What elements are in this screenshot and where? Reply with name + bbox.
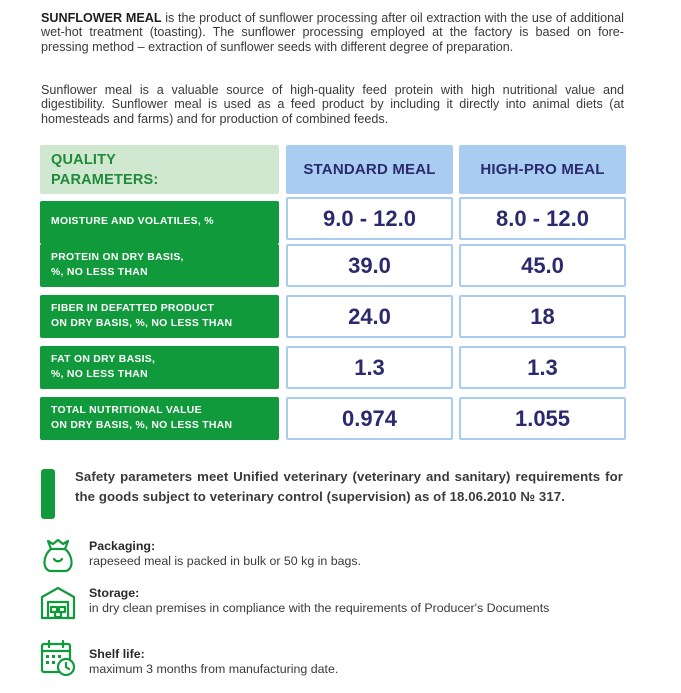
param-nutritional-value: TOTAL NUTRITIONAL VALUE ON DRY BASIS, %, NO LESS THAN xyxy=(40,397,279,440)
calendar-clock-icon xyxy=(38,638,78,678)
shelf-life-title: Shelf life: xyxy=(89,647,145,661)
standard-moisture-value: 9.0 - 12.0 xyxy=(286,197,453,240)
highpro-protein-value: 45.0 xyxy=(459,244,626,287)
standard-meal-header: STANDARD MEAL xyxy=(286,145,453,194)
quality-parameters-header xyxy=(40,145,279,194)
storage-title: Storage: xyxy=(89,586,140,600)
param-fat: FAT ON DRY BASIS, %, NO LESS THAN xyxy=(40,346,279,389)
safety-accent-bar xyxy=(41,469,55,519)
highpro-meal-header: HIGH-PRO MEAL xyxy=(459,145,626,194)
quality-parameters-label: QUALITY PARAMETERS: xyxy=(51,152,159,188)
highpro-nutritional-value: 1.055 xyxy=(459,397,626,440)
param-fiber: FIBER IN DEFATTED PRODUCT ON DRY BASIS, %, NO LESS THAN xyxy=(40,295,279,338)
storage-text: in dry clean premises in compliance with the requirements of Producer's Documents xyxy=(89,601,550,615)
bag-icon xyxy=(38,535,78,575)
shelf-life-text: maximum 3 months from manufacturing date. xyxy=(89,662,339,676)
param-protein: PROTEIN ON DRY BASIS, %, NO LESS THAN xyxy=(40,244,279,287)
warehouse-icon xyxy=(38,583,78,623)
safety-statement: Safety parameters meet Unified veterinary (veterinary and sanitary) requirements for the goods subject to veterinary control (supervision) as of 18.06.2010 № 317. xyxy=(75,469,623,504)
intro-text-1: is the product of sunflower processing after oil extraction with the use of additional wet-hot treatment (toasting). The sunflower processing employed at the factory is based on fore-pressing method – extraction of sunflower seeds with different degree of preparation. xyxy=(41,11,624,54)
highpro-fiber-value: 18 xyxy=(459,295,626,338)
packaging-text: rapeseed meal is packed in bulk or 50 kg in bags. xyxy=(89,554,362,568)
standard-nutritional-value: 0.974 xyxy=(286,397,453,440)
standard-protein-value: 39.0 xyxy=(286,244,453,287)
packaging-title: Packaging: xyxy=(89,539,156,553)
intro-paragraph-1 xyxy=(41,11,624,54)
param-moisture: MOISTURE AND VOLATILES, % xyxy=(40,201,279,244)
highpro-moisture-value: 8.0 - 12.0 xyxy=(459,197,626,240)
highpro-fat-value: 1.3 xyxy=(459,346,626,389)
standard-fiber-value: 24.0 xyxy=(286,295,453,338)
intro-lead: SUNFLOWER MEAL xyxy=(41,11,162,25)
intro-paragraph-2: Sunflower meal is a valuable source of high-quality feed protein with high nutritional value and digestibility. Sunflower meal is used as a feed product by including it directly into animal diets (at homesteads and farms) and for production of combined feeds. xyxy=(41,83,624,126)
standard-fat-value: 1.3 xyxy=(286,346,453,389)
